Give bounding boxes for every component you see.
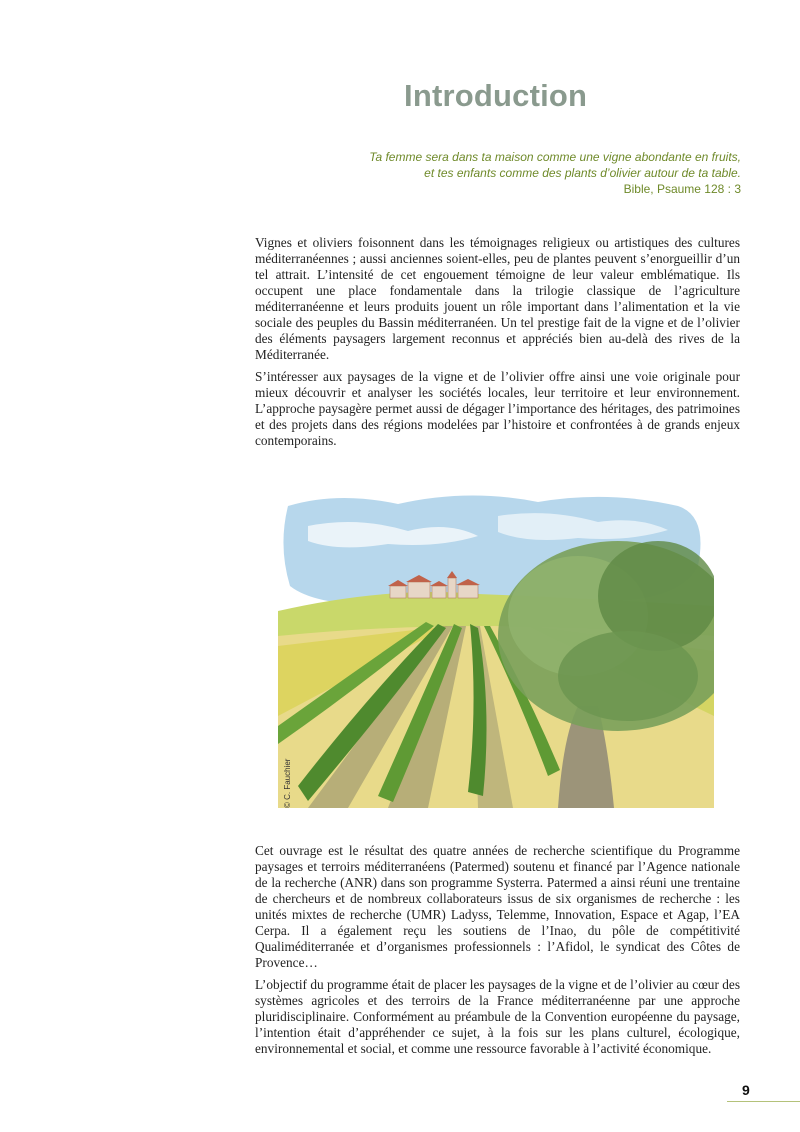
page-title: Introduction: [404, 78, 588, 113]
intro-text: [255, 235, 740, 455]
illustration-credit: © C. Fauchier: [283, 758, 292, 808]
epigraph-line-2: et tes enfants comme des plants d’olivier autour de ta table.: [424, 166, 741, 180]
epigraph-line-1: Ta femme sera dans ta maison comme une vigne abondante en fruits,: [369, 150, 741, 164]
outro-paragraph-2: L’objectif du programme était de placer les paysages de la vigne et de l’olivier au cœur des systèmes agricoles et des terroirs de la France méditerranéenne par une approche pluridisciplinaire. Conformément au préambule de la Convention européenne du paysage, l’intention était d’appréhender ce sujet, à la fois sur les plans culturel, écologique, environnemental et social, et comme une ressource favorable à l’activité économique.: [255, 977, 740, 1056]
outro-paragraph-1: Cet ouvrage est le résultat des quatre années de recherche scientifique du Programme paysages et terroirs méditerranéens (Patermed) soutenu et financé par l’Agence nationale de la recherche (ANR) dans son programme Systerra. Patermed a ainsi réuni une trentaine de chercheurs et de nombreux collaborateurs issus de six organismes de recherche : les unités mixtes de recherche (UMR) Ladyss, Telemme, Innovation, Espace et Agap, l’EA Cerpa. Il a également reçu les soutiens de l’Inao, du pôle de compétitivité Qualiméditerranée et d’organismes professionnels : l’Afidol, le syndicat des Côtes de Provence…: [255, 843, 740, 970]
page-rule: [727, 1101, 800, 1102]
intro-paragraph-2: S’intéresser aux paysages de la vigne et de l’olivier offre ainsi une voie originale pour mieux découvrir et analyser les sociétés locales, leur territoire et leur environnement. L’approche paysagère permet aussi de dégager l’importance des héritages, des patrimoines et des projets dans des régions modelées par l’histoire et confrontées à de grands enjeux contemporains.: [255, 369, 740, 448]
outro-text: [255, 843, 740, 1063]
epigraph: [261, 149, 741, 197]
intro-paragraph-1: Vignes et oliviers foisonnent dans les témoignages religieux ou artistiques des cultures méditerranéennes ; aussi anciennes soient-elles, peu de plantes peuvent s’enorgueillir d’un tel attrait. L’intensité de cet engouement témoigne de leur valeur emblématique. Ils occupent une place fondamentale dans la trilogie classique de l’agriculture méditerranéenne et leurs produits jouent un rôle important dans l’alimentation et la vie sociale des peuples du Bassin méditerranéen. Un tel prestige fait de la vigne et de l’olivier des éléments paysagers largement reconnus et appréciés bien au-delà des rives de la Méditerranée.: [255, 235, 740, 362]
vineyard-olive-illustration: [278, 486, 714, 808]
epigraph-source: Bible, Psaume 128 : 3: [623, 182, 741, 196]
page-number: 9: [742, 1082, 750, 1098]
